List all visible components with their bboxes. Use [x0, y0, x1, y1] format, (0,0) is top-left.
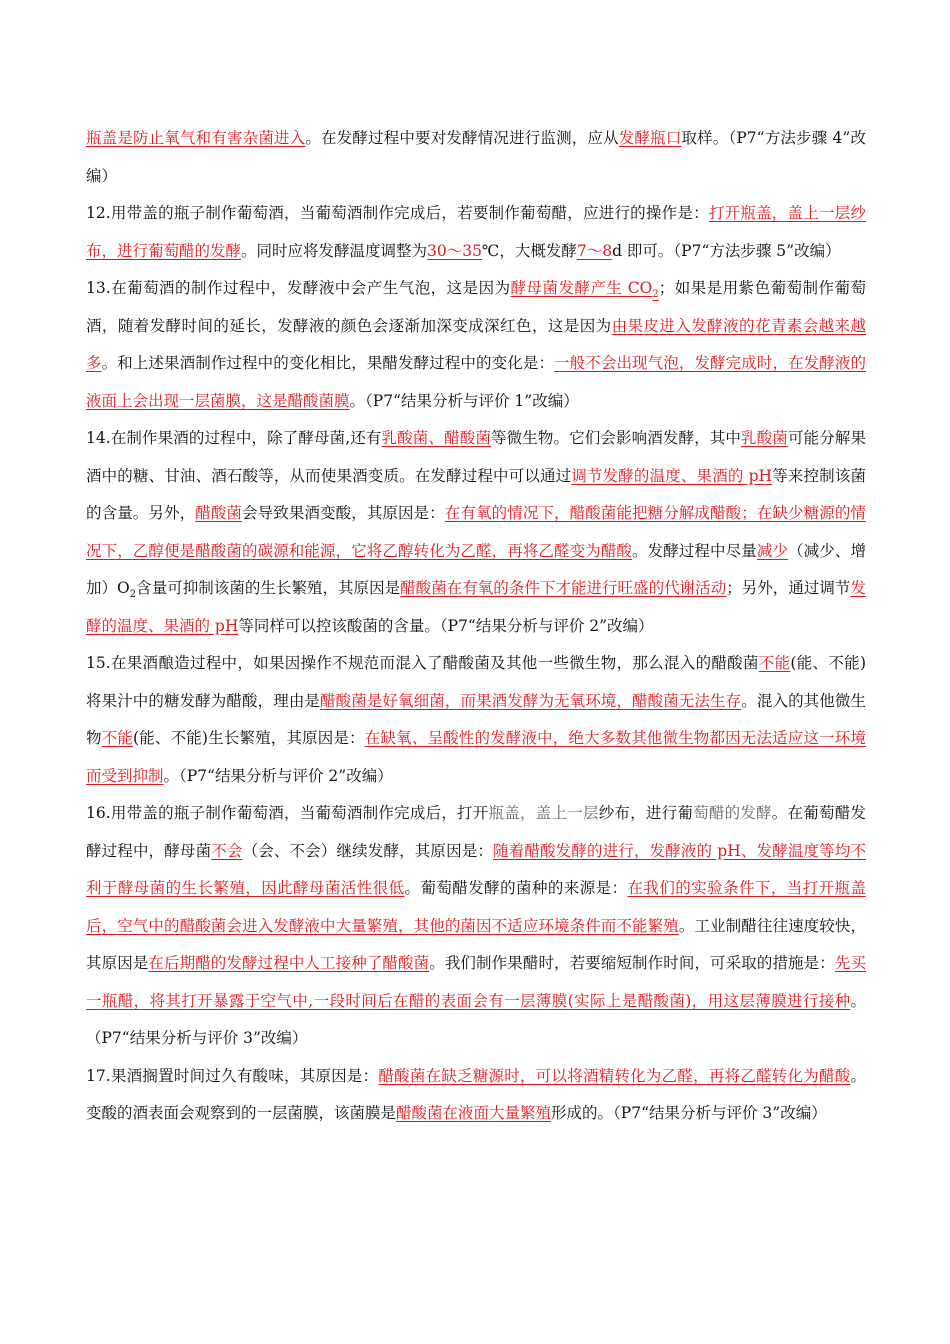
answer-text: 醋酸菌 [195, 504, 243, 522]
question-text: 15.在果酒酿造过程中，如果因操作不规范而混入了醋酸菌及其他一些微生物，那么混入的醋酸菌 [86, 654, 759, 672]
answer-text: 醋酸菌在液面大量繁殖 [396, 1104, 552, 1122]
question-text: 。发酵过程中尽量 [632, 541, 757, 560]
question-text: 17.果酒搁置时间过久有酸味，其原因是： [86, 1066, 379, 1085]
answer-text: 乳酸菌、醋酸菌 [381, 429, 491, 447]
question-text: 瓶盖，盖上一层 [488, 804, 599, 822]
question-text: 。混入的其他微生物 [86, 691, 866, 747]
question-text: 2 [129, 589, 137, 601]
question-paragraph [86, 195, 866, 270]
question-text: 可能分解果酒中的糖、甘油、酒石酸等，从而使果酒变质。在发酵过程中可以通过 [86, 429, 866, 485]
question-text: d 即可。（P7“方法步骤 5”改编） [612, 241, 841, 260]
question-text: 。和上述果酒制作过程中的变化相比，果醋发酵过程中的变化是： [101, 354, 555, 372]
question-text: 13.在葡萄酒的制作过程中，发酵液中会产生气泡，这是因为 [86, 279, 511, 297]
answer-text: 在我们的实验条件下，当打开瓶盖后，空气中的醋酸菌会进入发酵液中大量繁殖，其他的菌因不适应环境条件而不能繁殖 [86, 879, 866, 935]
question-text: 。在发酵过程中要对发酵情况进行监测，应从 [305, 129, 619, 147]
question-text: 。工业制醋往往速度较快，其原因是 [86, 916, 866, 972]
answer-text: 发酵瓶口 [618, 129, 682, 147]
answer-text: 先买一瓶醋，将其打开暴露于空气中,一段时间后在醋的表面会有一层薄膜(实际上是醋酸菌)，用这层薄膜进行接种 [86, 954, 866, 1010]
answer-text: 醋酸菌是好氧细菌，而果酒发酵为无氧环境，醋酸菌无法生存 [320, 691, 742, 710]
document-body [86, 120, 866, 1133]
answer-text: 调节发酵的温度、果酒的 pH [571, 466, 773, 485]
answer-text: 不能 [758, 654, 791, 672]
question-text: ；另外，通过调节 [726, 579, 851, 597]
question-text: 。同时应将发酵温度调整为 [241, 241, 428, 260]
question-text: 形成的。（P7“结果分析与评价 3”改编） [551, 1104, 827, 1122]
answer-text: 乳酸菌 [741, 429, 788, 447]
question-text: 。变酸的酒表面会观察到的一层菌膜，该菌膜是 [86, 1066, 866, 1122]
question-paragraph [86, 270, 866, 420]
question-text: （减少、增加）O [86, 541, 866, 597]
question-text: 会导致果酒变酸，其原因是： [242, 504, 445, 522]
question-text: 含量可抑制该菌的生长繁殖，其原因是 [136, 579, 401, 597]
answer-text: 2 [652, 289, 659, 301]
answer-text: 醋酸菌在缺乏糖源时，可以将酒精转化为乙醛，再将乙醛转化为醋酸 [378, 1066, 851, 1085]
answer-text: 由果皮进入发酵液的花青素会越来越多 [86, 316, 866, 372]
answer-text: 在后期醋的发酵过程中人工接种了醋酸菌 [148, 954, 430, 972]
answer-text: 不能 [101, 729, 134, 747]
question-text: 等同样可以控该酸菌的含量。（P7“结果分析与评价 2”改编） [238, 616, 654, 635]
question-text: 12.用带盖的瓶子制作葡萄酒，当葡萄酒制作完成后，若要制作葡萄醋，应进行的操作是： [86, 204, 709, 222]
answer-text: 发酵的温度、果酒的 pH [86, 579, 866, 635]
question-text: 取样。（P7“方法步骤 4”改编） [86, 129, 866, 185]
question-text: 。（P7“结果分析与评价 2”改编） [163, 766, 393, 785]
question-text: （会、不会）继续发酵，其原因是： [242, 841, 494, 860]
question-text: 。在葡萄醋发酵过程中，酵母菌 [86, 804, 866, 860]
question-text: 14.在制作果酒的过程中，除了酵母菌,还有 [86, 429, 382, 447]
question-text: ℃，大概发酵 [481, 241, 577, 260]
question-text: (能、不能)将果汁中的糖发酵为醋酸，理由是 [86, 654, 866, 710]
answer-text: 打开瓶盖，盖上一层纱布，进行葡萄醋的发酵 [86, 204, 866, 260]
question-text: 萄醋的发酵 [693, 804, 772, 822]
answer-text: 在缺氧、呈酸性的发酵液中，绝大多数其他微生物都因无法适应这一环境而受到抑制 [86, 729, 866, 785]
answer-text: 瓶盖是防止氧气和有害杂菌进入 [86, 129, 306, 147]
answer-text: 7～8 [576, 241, 613, 260]
question-paragraph [86, 120, 866, 195]
question-text: (能、不能)生长繁殖，其原因是： [133, 729, 365, 747]
question-paragraph [86, 795, 866, 1058]
answer-text: 在有氧的情况下，醋酸菌能把糖分解成醋酸；在缺少糖源的情况下，乙醇便是醋酸菌的碳源和能源，它将乙醇转化为乙醛，再将乙醛变为醋酸 [86, 504, 866, 560]
question-text: 16.用带盖的瓶子制作葡萄酒，当葡萄酒制作完成后，打开 [86, 804, 489, 822]
question-text: 。我们制作果醋时，若要缩短制作时间，可采取的措施是： [429, 954, 835, 972]
question-paragraph [86, 420, 866, 645]
question-paragraph [86, 1058, 866, 1133]
answer-text: 不会 [211, 841, 243, 860]
question-text: 等来控制该菌的含量。另外， [86, 466, 866, 522]
answer-text: 一般不会出现气泡，发酵完成时，在发酵液的液面上会出现一层菌膜，这是醋酸菌膜 [86, 354, 866, 410]
answer-text: 减少 [756, 541, 789, 560]
question-text: 纱布，进行葡 [598, 804, 694, 822]
question-text: 。（P7“结果分析与评价 3”改编） [86, 991, 866, 1047]
answer-text: 酵母菌发酵产生 CO [510, 279, 653, 297]
answer-text: 随着醋酸发酵的进行，发酵液的 pH、发酵温度等均不利于酵母菌的生长繁殖，因此酵母菌活性很低 [86, 841, 866, 897]
answer-text: 30～35 [427, 241, 482, 260]
question-paragraph [86, 645, 866, 795]
question-text: ；如果是用紫色葡萄制作葡萄酒，随着发酵时间的延长，发酵液的颜色会逐渐加深变成深红色，这是因为 [86, 279, 866, 335]
answer-text: 醋酸菌在有氧的条件下才能进行旺盛的代谢活动 [400, 579, 727, 597]
question-text: 。（P7“结果分析与评价 1”改编） [349, 391, 579, 410]
question-text: 等微生物。它们会影响酒发酵，其中 [490, 429, 742, 447]
question-text: 。葡萄醋发酵的菌种的来源是： [404, 879, 628, 897]
